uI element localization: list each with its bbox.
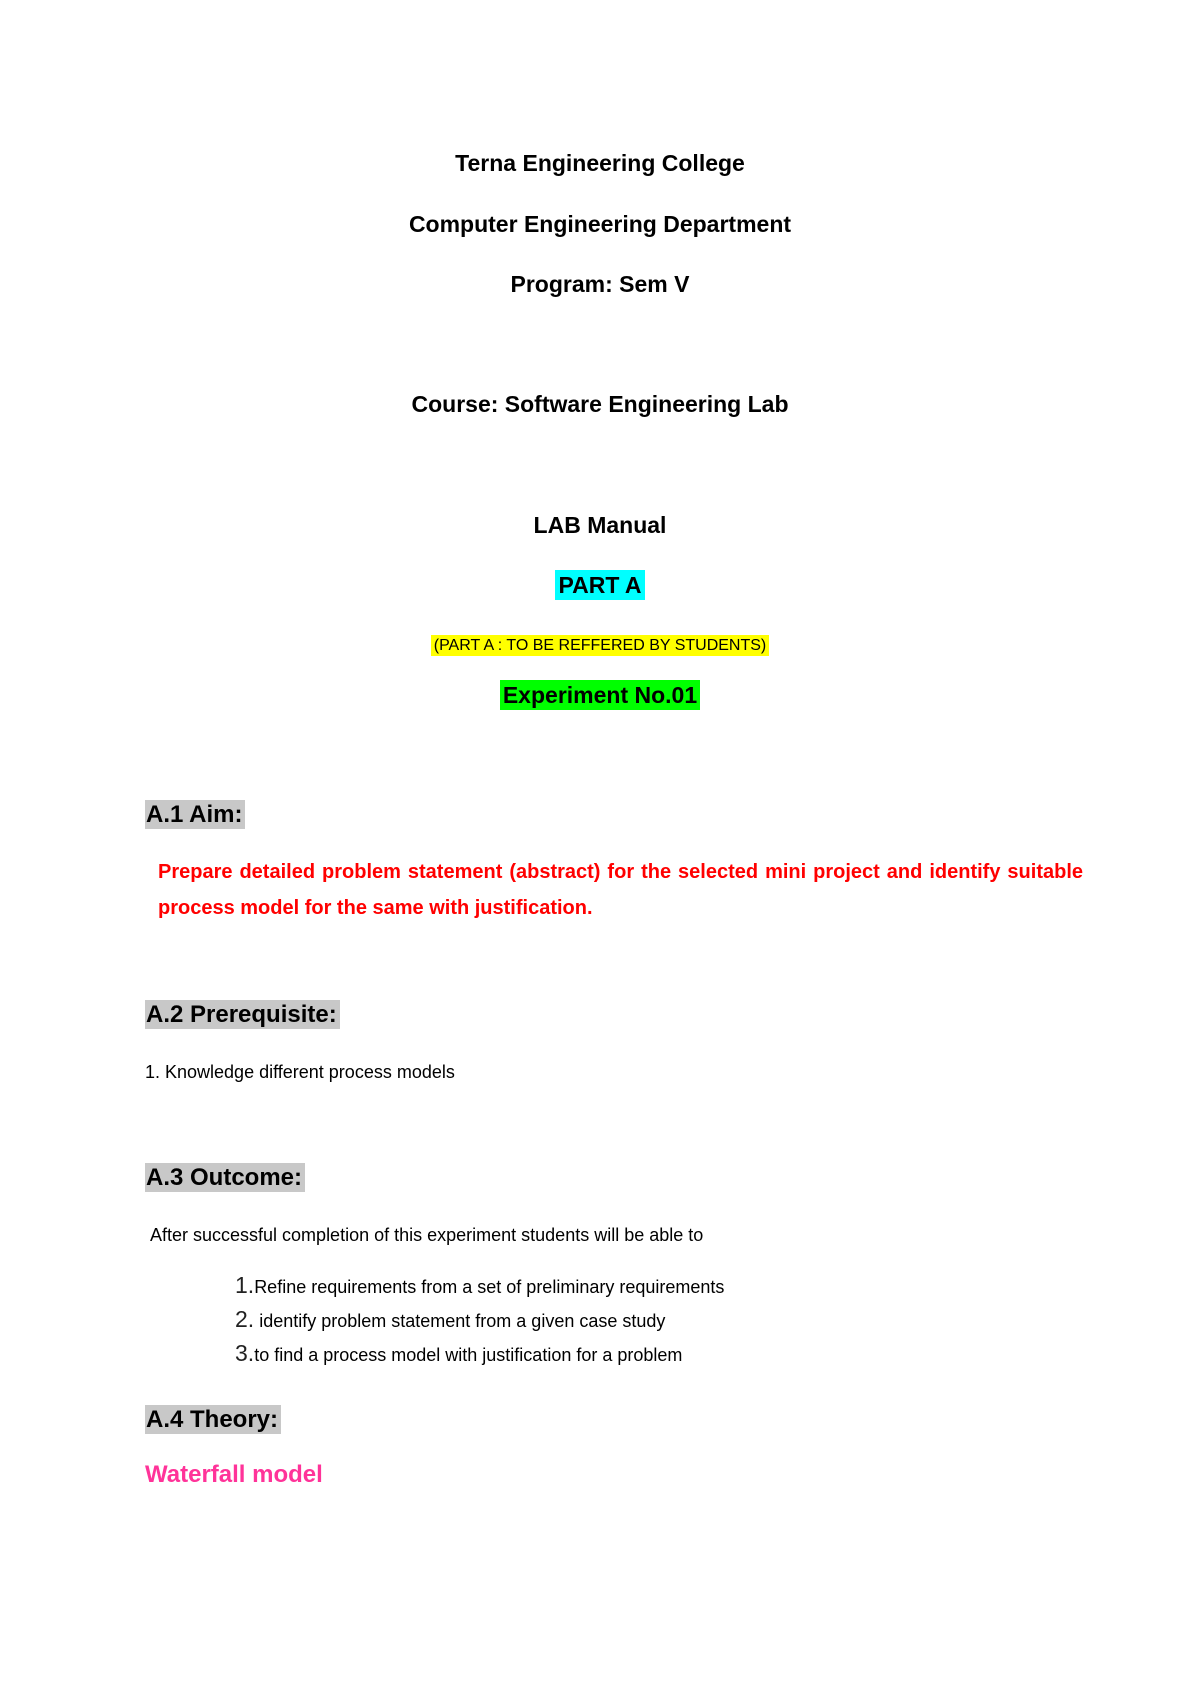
- college-name: Terna Engineering College: [455, 150, 745, 176]
- theory-heading: A.4 Theory:: [145, 1405, 281, 1434]
- experiment-number: Experiment No.01: [500, 680, 700, 710]
- experiment-number-row: [0, 680, 1200, 710]
- list-item: [235, 1336, 724, 1370]
- part-note-row: [0, 627, 1200, 661]
- list-item: [235, 1268, 724, 1302]
- prerequisite-heading-row: [145, 998, 340, 1032]
- list-item-number: 1.: [235, 1272, 255, 1298]
- prerequisite-heading: A.2 Prerequisite:: [145, 1000, 340, 1029]
- department-name: Computer Engineering Department: [408, 211, 792, 237]
- outcome-heading-row: [145, 1161, 305, 1195]
- outcome-list: [235, 1268, 724, 1370]
- outcome-heading: A.3 Outcome:: [145, 1163, 305, 1192]
- aim-text: Prepare detailed problem statement (abstract) for the selected mini project and identify suitable process model for the same with justification.: [158, 861, 1083, 919]
- list-item-text: Refine requirements from a set of preliminary requirements: [254, 1277, 725, 1297]
- outcome-intro: After successful completion of this experiment students will be able to: [150, 1225, 704, 1245]
- list-item-number: 3.: [235, 1340, 255, 1366]
- list-item-text: identify problem statement from a given case study: [254, 1311, 666, 1331]
- part-label: PART A: [555, 570, 644, 600]
- list-item-text: to find a process model with justification for a problem: [254, 1345, 683, 1365]
- prerequisite-item: 1. Knowledge different process models: [145, 1062, 455, 1082]
- manual-title: LAB Manual: [533, 512, 667, 538]
- part-note: (PART A : TO BE REFFERED BY STUDENTS): [431, 635, 770, 656]
- theory-subheading: Waterfall model: [145, 1461, 323, 1488]
- part-label-row: [0, 570, 1200, 600]
- aim-heading: A.1 Aim:: [145, 800, 245, 829]
- theory-heading-row: [145, 1403, 281, 1437]
- list-item: [235, 1302, 724, 1336]
- list-item-number: 2.: [235, 1306, 255, 1332]
- program-line: Program: Sem V: [510, 271, 690, 297]
- course-line: Course: Software Engineering Lab: [411, 391, 789, 417]
- aim-heading-row: [145, 798, 245, 832]
